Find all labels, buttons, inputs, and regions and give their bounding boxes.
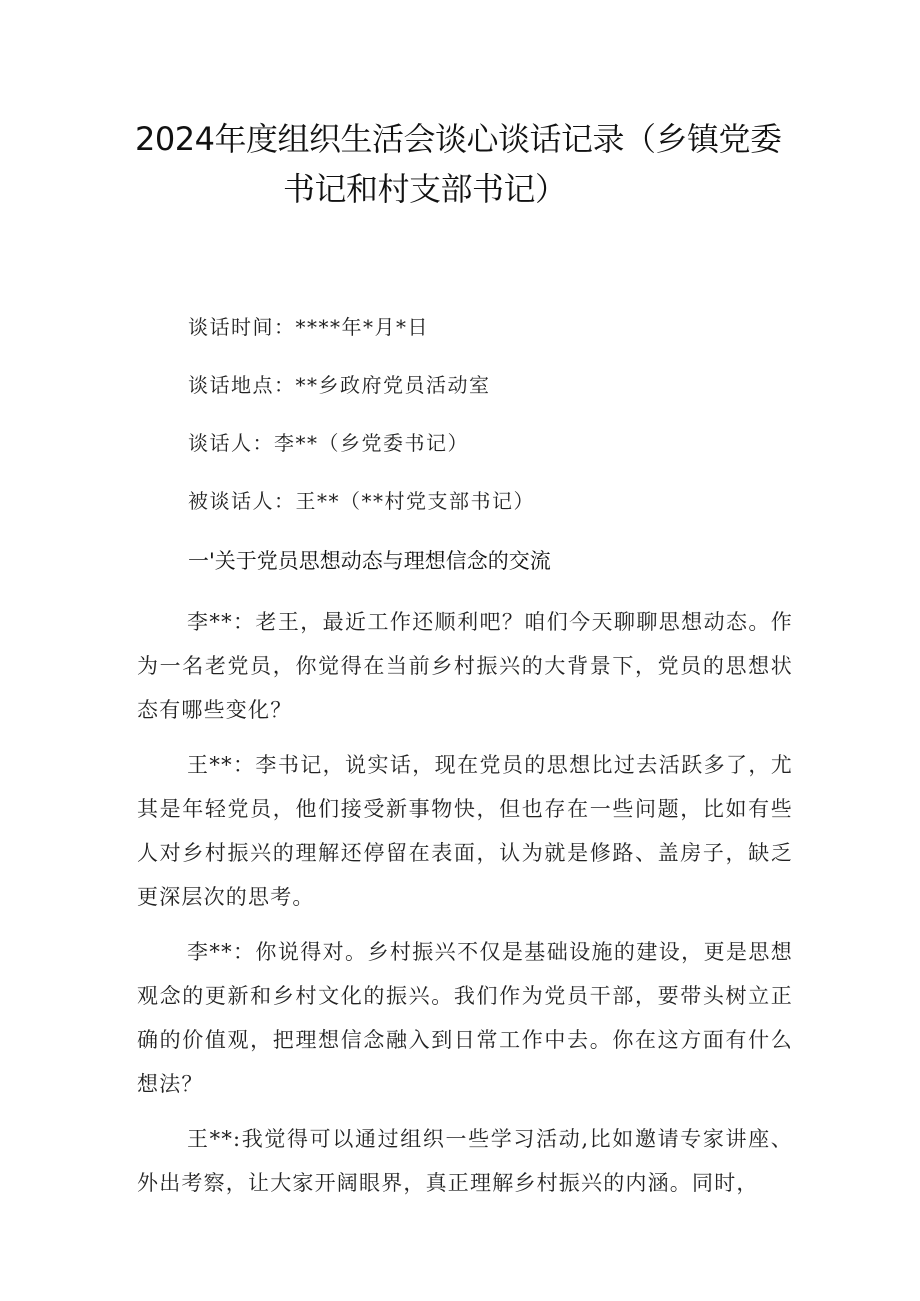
paragraph: 王**：李书记，说实话，现在党员的思想比过去活跃多了，尤其是年轻党员，他们接受新事物快，但也存在一些问题，比如有些人对乡村振兴的理解还停留在表面，认为就是修路、盖房子，缺乏更深层次的思考。 — [137, 753, 793, 909]
meta-place: 谈话地点：**乡政府党员活动室 — [188, 373, 491, 397]
document-title-line-2: 书记和村支部书记） — [283, 170, 567, 208]
paragraph: 李**：你说得对。乡村振兴不仅是基础设施的建设，更是思想观念的更新和乡村文化的振兴。我们作为党员干部，要带头树立正确的价值观，把理想信念融入到日常工作中去。你在这方面有什么想法？ — [137, 940, 793, 1096]
section-heading: 一'关于党员思想动态与理想信念的交流 — [188, 549, 551, 573]
meta-listener: 被谈话人：王**（**村党支部书记） — [188, 489, 535, 513]
document-title-line-1: 2024年度组织生活会谈心谈话记录（乡镇党委 — [135, 120, 782, 158]
paragraph: 李**：老王，最近工作还顺利吧？咱们今天聊聊思想动态。作为一名老党员，你觉得在当前乡村振兴的大背景下，党员的思想状态有哪些变化？ — [137, 610, 793, 722]
paragraph: 王**:我觉得可以通过组织一些学习活动,比如邀请专家讲座、外出考察，让大家开阔眼界，真正理解乡村振兴的内涵。同时， — [137, 1127, 793, 1195]
meta-time: 谈话时间：****年*月*日 — [188, 315, 429, 339]
meta-speaker: 谈话人：李**（乡党委书记） — [188, 431, 469, 455]
